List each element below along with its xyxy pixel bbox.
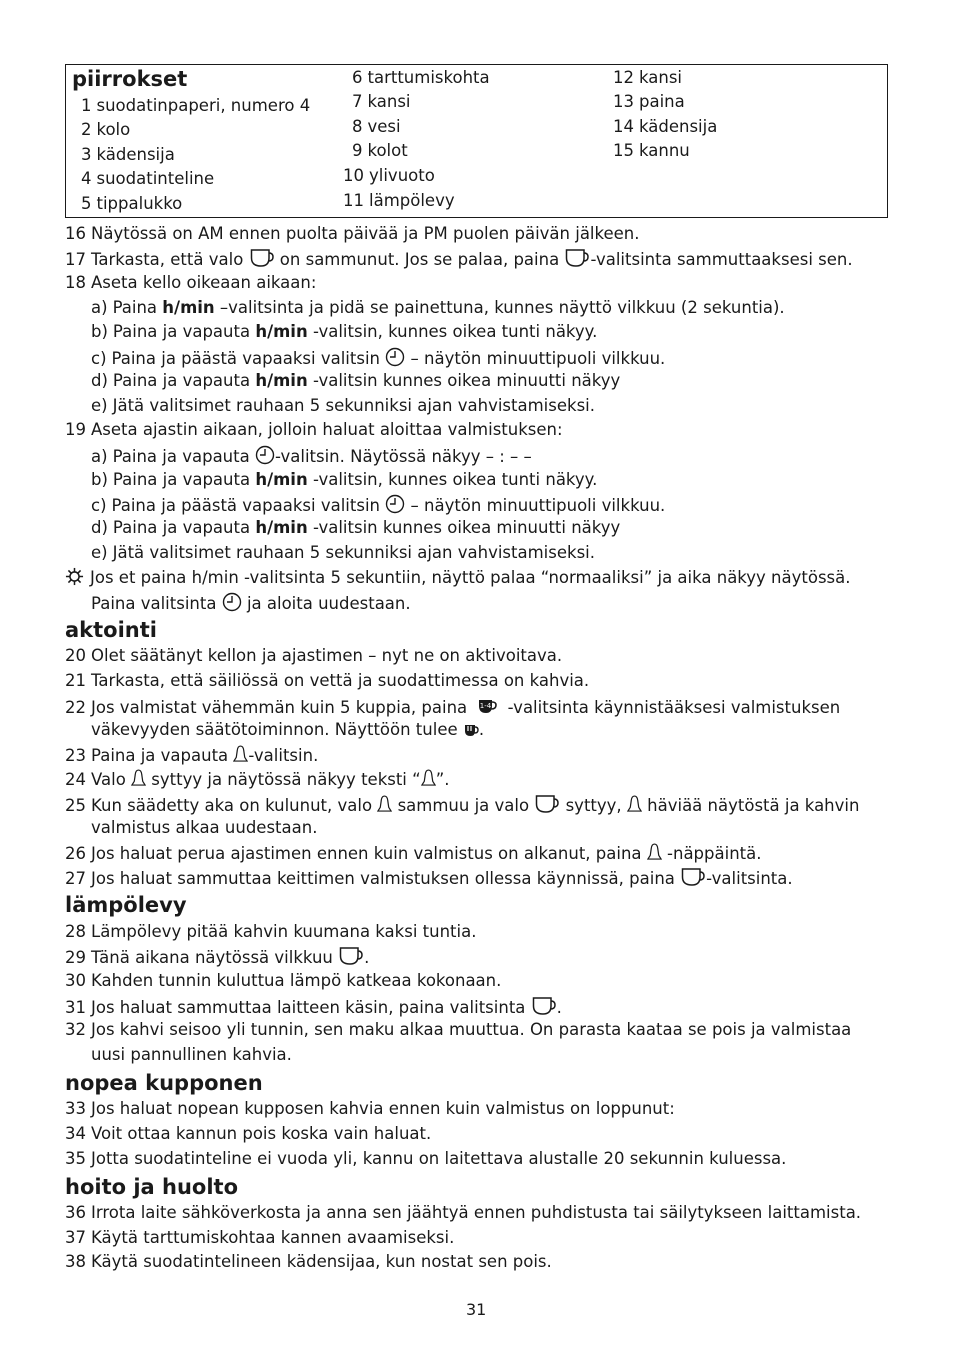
instruction-19d: d) Paina ja vapauta h/min -valitsin kunnes oikea minuutti näkyy: [91, 518, 621, 537]
instruction-32-cont: uusi pannullinen kahvia.: [91, 1045, 292, 1064]
instruction-23: 23 Paina ja vapauta -valitsin.: [65, 746, 319, 765]
bell-icon: [627, 795, 642, 814]
cup-icon: [338, 946, 364, 966]
heading-aktointi: aktointi: [65, 618, 157, 642]
clock-icon: [385, 494, 405, 514]
instruction-28: 28 Lämpölevy pitää kahvin kuumana kaksi tuntia.: [65, 922, 477, 941]
instruction-21: 21 Tarkasta, että säiliössä on vettä ja suodattimessa on kahvia.: [65, 671, 590, 690]
part-14: 14 kädensija: [613, 117, 718, 136]
part-5: 5 tippalukko: [81, 194, 183, 213]
part-12: 12 kansi: [613, 68, 683, 87]
instruction-38: 38 Käytä suodatintelineen kädensijaa, kun nostat sen pois.: [65, 1252, 552, 1271]
instruction-17: 17 Tarkasta, että valo on sammunut. Jos se palaa, paina -valitsinta sammuttaaksesi sen.: [65, 250, 853, 269]
part-11: 11 lämpölevy: [343, 191, 455, 210]
instruction-22: 22 Jos valmistat vähemmän kuin 5 kuppia, paina -valitsinta käynnistääksesi valmistuksen: [65, 698, 841, 717]
instruction-30: 30 Kahden tunnin kuluttua lämpö katkeaa kokonaan.: [65, 971, 502, 990]
instruction-16: 16 Näytössä on AM ennen puolta päivää ja PM puolen päivän jälkeen.: [65, 224, 640, 243]
part-6: 6 tarttumiskohta: [352, 68, 490, 87]
instruction-18: 18 Aseta kello oikeaan aikaan:: [65, 273, 317, 292]
bell-icon: [421, 769, 436, 788]
part-1: 1 suodatinpaperi, numero 4: [81, 96, 311, 115]
instruction-18b: b) Paina ja vapauta h/min -valitsin, kunnes oikea tunti näkyy.: [91, 322, 598, 341]
instruction-19a: a) Paina ja vapauta -valitsin. Näytössä näkyy – : – –: [91, 447, 532, 466]
part-4: 4 suodatinteline: [81, 169, 215, 188]
part-7: 7 kansi: [352, 92, 411, 111]
bell-icon: [647, 843, 662, 862]
cup-icon: [564, 248, 590, 268]
clock-icon: [385, 347, 405, 367]
heading-lampolevy: lämpölevy: [65, 893, 187, 917]
parts-list-box: [65, 64, 888, 218]
instruction-29: 29 Tänä aikana näytössä vilkkuu .: [65, 948, 370, 967]
strength-cup-icon: [472, 696, 502, 716]
instruction-19c: c) Paina ja päästä vapaaksi valitsin – näytön minuuttipuoli vilkkuu.: [91, 496, 666, 515]
bell-icon: [377, 795, 392, 814]
instruction-31: 31 Jos haluat sammuttaa laitteen käsin, paina valitsinta .: [65, 998, 562, 1017]
bell-icon: [131, 769, 146, 788]
instruction-19e: e) Jätä valitsimet rauhaan 5 sekunniksi ajan vahvistamiseksi.: [91, 543, 595, 562]
instruction-36: 36 Irrota laite sähköverkosta ja anna sen jäähtyä ennen puhdistusta tai säilytykseen laittamista.: [65, 1203, 862, 1222]
page-number: 31: [466, 1300, 487, 1319]
tip-line-1: Jos et paina h/min -valitsinta 5 sekuntiin, näyttö palaa “normaaliksi” ja aika näkyy näytössä.: [65, 567, 851, 587]
part-15: 15 kannu: [613, 141, 690, 160]
instruction-33: 33 Jos haluat nopean kupposen kahvia ennen kuin valmistus on loppunut:: [65, 1099, 675, 1118]
instruction-25: 25 Kun säädetty aka on kulunut, valo sammuu ja valo syttyy, häviää näytöstä ja kahvin: [65, 796, 860, 815]
cup-icon: [534, 794, 560, 814]
cup-icon: [680, 867, 706, 887]
instruction-20: 20 Olet säätänyt kellon ja ajastimen – nyt ne on aktivoitava.: [65, 646, 563, 665]
instruction-19: 19 Aseta ajastin aikaan, jolloin haluat aloittaa valmistuksen:: [65, 420, 563, 439]
mug-icon: [463, 722, 479, 738]
heading-nopea-kupponen: nopea kupponen: [65, 1071, 263, 1095]
instruction-22-cont: väkevyyden säätötoiminnon. Näyttöön tulee .: [91, 720, 485, 739]
part-2: 2 kolo: [81, 120, 131, 139]
instruction-18a: a) Paina h/min –valitsinta ja pidä se painettuna, kunnes näyttö vilkkuu (2 sekuntia).: [91, 298, 785, 317]
instruction-19b: b) Paina ja vapauta h/min -valitsin, kunnes oikea tunti näkyy.: [91, 470, 598, 489]
instruction-34: 34 Voit ottaa kannun pois koska vain haluat.: [65, 1124, 432, 1143]
tip-line-2: Paina valitsinta ja aloita uudestaan.: [91, 594, 411, 613]
cup-icon: [249, 248, 275, 268]
heading-hoito-ja-huolto: hoito ja huolto: [65, 1175, 239, 1199]
tip-sun-icon: [65, 567, 84, 586]
clock-icon: [255, 445, 275, 465]
part-9: 9 kolot: [352, 141, 408, 160]
instruction-27: 27 Jos haluat sammuttaa keittimen valmistuksen ollessa käynnissä, paina -valitsinta.: [65, 869, 793, 888]
part-13: 13 paina: [613, 92, 685, 111]
parts-title: piirrokset: [72, 67, 188, 91]
part-10: 10 ylivuoto: [343, 166, 435, 185]
instruction-18d: d) Paina ja vapauta h/min -valitsin kunnes oikea minuutti näkyy: [91, 371, 621, 390]
cup-icon: [531, 996, 557, 1016]
instruction-26: 26 Jos haluat perua ajastimen ennen kuin valmistus on alkanut, paina -näppäintä.: [65, 844, 762, 863]
instruction-32: 32 Jos kahvi seisoo yli tunnin, sen maku alkaa muuttua. On parasta kaataa se pois ja valmistaa: [65, 1020, 852, 1039]
instruction-18c: c) Paina ja päästä vapaaksi valitsin – näytön minuuttipuoli vilkkuu.: [91, 349, 666, 368]
instruction-35: 35 Jotta suodatinteline ei vuoda yli, kannu on laitettava alustalle 20 sekunnin kuluessa.: [65, 1149, 787, 1168]
instruction-24: 24 Valo syttyy ja näytössä näkyy teksti “ ”.: [65, 770, 450, 789]
bell-icon: [233, 745, 248, 764]
instruction-37: 37 Käytä tarttumiskohtaa kannen avaamiseksi.: [65, 1228, 455, 1247]
part-8: 8 vesi: [352, 117, 401, 136]
clock-icon: [222, 592, 242, 612]
instruction-18e: e) Jätä valitsimet rauhaan 5 sekunniksi ajan vahvistamiseksi.: [91, 396, 595, 415]
instruction-25-cont: valmistus alkaa uudestaan.: [91, 818, 318, 837]
part-3: 3 kädensija: [81, 145, 175, 164]
